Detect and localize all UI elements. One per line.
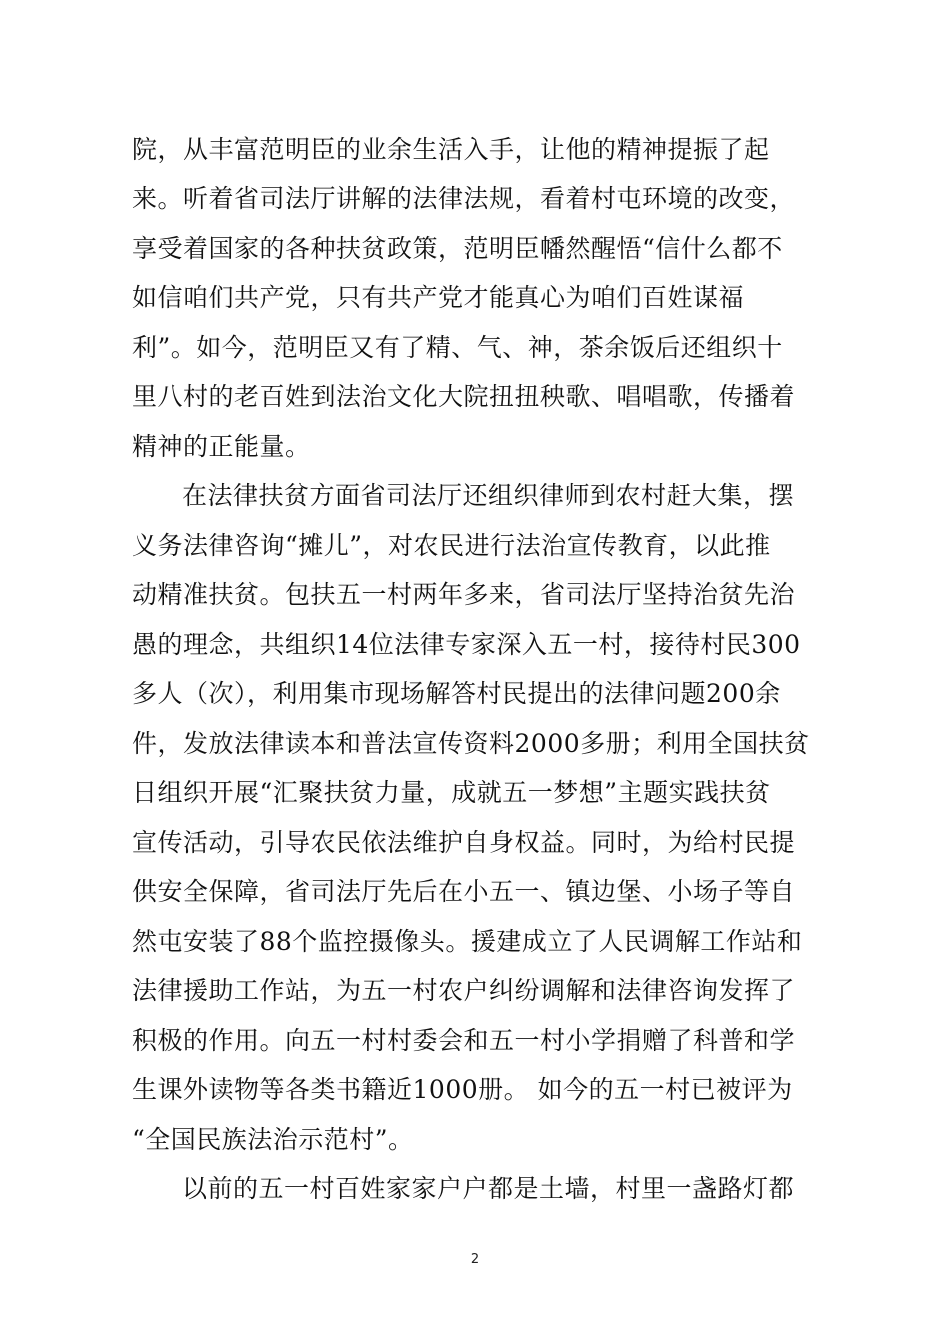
text-line: 件，发放法律读本和普法宣传资料2000多册；利用全国扶贫 xyxy=(132,729,810,758)
text-line: 里八村的老百姓到法治文化大院扭扭秧歌、唱唱歌，传播着 xyxy=(132,382,796,411)
text-line: 在法律扶贫方面省司法厅还组织律师到农村赶大集，摆 xyxy=(182,481,795,510)
text-line: 利”。如今，范明臣又有了精、气、神，茶余饭后还组织十 xyxy=(132,333,783,362)
text-line: 来。听着省司法厅讲解的法律法规，看着村屯环境的改变， xyxy=(132,184,796,213)
text-line: 宣传活动，引导农民依法维护自身权益。同时，为给村民提 xyxy=(132,828,796,857)
text-line: 法律援助工作站，为五一村农户纠纷调解和法律咨询发挥了 xyxy=(132,976,796,1005)
page-number: 2 xyxy=(470,1252,480,1267)
text-line: 多人（次），利用集市现场解答村民提出的法律问题200余 xyxy=(132,679,781,708)
text-line: 生课外读物等各类书籍近1000册。 如今的五一村已被评为 xyxy=(132,1075,793,1104)
text-line: 供安全保障，省司法厅先后在小五一、镇边堡、小场子等自 xyxy=(132,877,796,906)
text-line: 义务法律咨询“摊儿”，对农民进行法治宣传教育，以此推 xyxy=(132,531,771,560)
text-line: 院，从丰富范明臣的业余生活入手，让他的精神提振了起 xyxy=(132,135,770,164)
text-line: 然屯安装了88个监控摄像头。援建成立了人民调解工作站和 xyxy=(132,927,803,956)
text-line: 动精准扶贫。包扶五一村两年多来，省司法厅坚持治贫先治 xyxy=(132,580,796,609)
text-line: 精神的正能量。 xyxy=(132,432,311,461)
text-line: “全国民族法治示范村”。 xyxy=(132,1125,414,1154)
text-line: 如信咱们共产党，只有共产党才能真心为咱们百姓谋福 xyxy=(132,283,745,312)
text-line: 积极的作用。向五一村村委会和五一村小学捐赠了科普和学 xyxy=(132,1026,796,1055)
text-line: 愚的理念，共组织14位法律专家深入五一村，接待村民300 xyxy=(132,630,801,659)
text-line: 以前的五一村百姓家家户户都是土墙，村里一盏路灯都 xyxy=(182,1174,795,1203)
text-line: 日组织开展“汇聚扶贫力量，成就五一梦想”主题实践扶贫 xyxy=(132,778,771,807)
text-line: 享受着国家的各种扶贫政策，范明臣幡然醒悟“信什么都不 xyxy=(132,234,783,263)
